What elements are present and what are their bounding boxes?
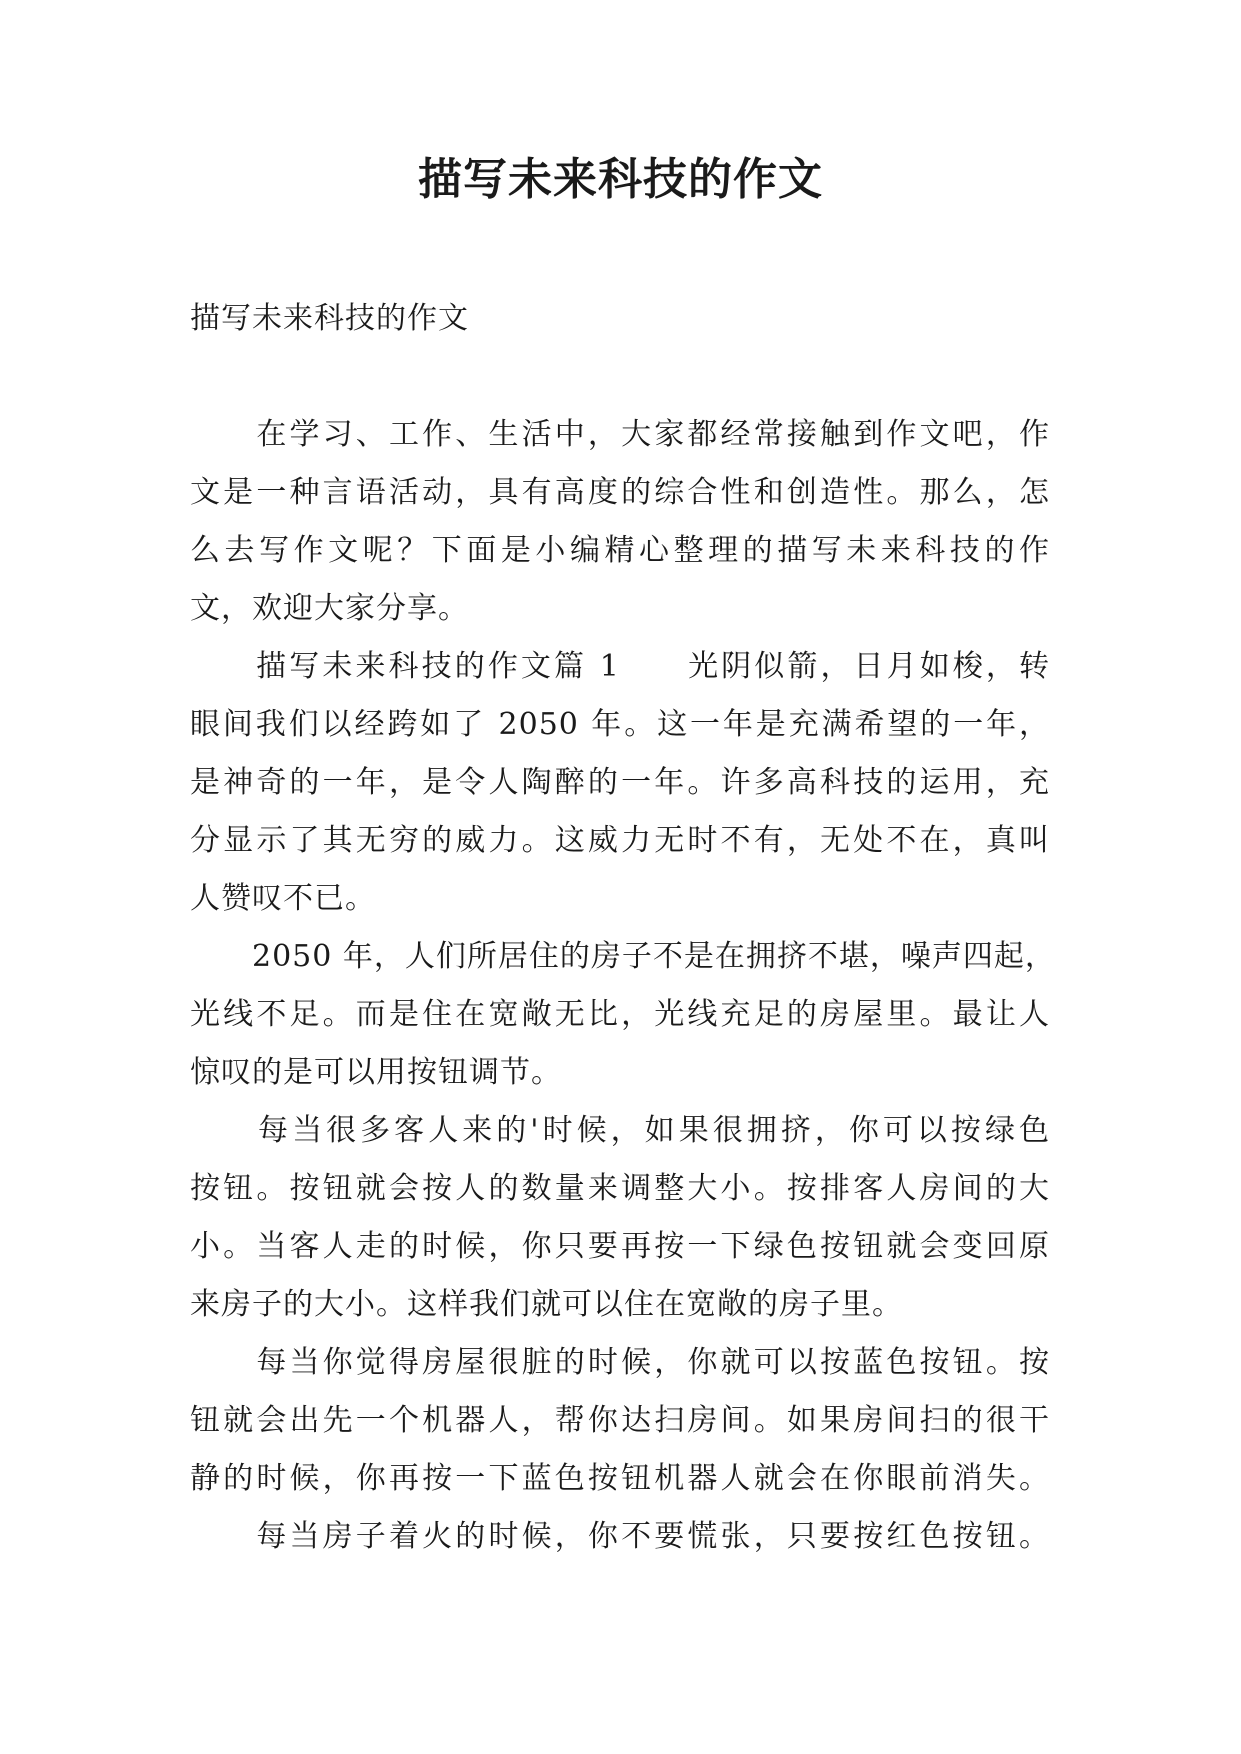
text-line: 惊叹的是可以用按钮调节。: [190, 1055, 562, 1090]
text-line: 静的时候，你再按一下蓝色按钮机器人就会在你眼前消失。: [190, 1461, 1050, 1496]
paragraph-houses: [190, 928, 1056, 1102]
text-line: 来房子的大小。这样我们就可以住在宽敞的房子里。: [190, 1287, 903, 1322]
text-line: 每当很多客人来的'时候，如果很拥挤，你可以按绿色: [190, 1113, 1050, 1148]
text-line: 每当你觉得房屋很脏的时候，你就可以按蓝色按钮。按: [190, 1345, 1050, 1380]
text-line: 光线不足。而是住在宽敞无比，光线充足的房屋里。最让人: [190, 997, 1050, 1032]
text-line: 眼间我们以经跨如了 2050 年。这一年是充满希望的一年，: [190, 707, 1050, 742]
paragraph-blue-button: [190, 1334, 1050, 1508]
text-line: 按钮。按钮就会按人的数量来调整大小。按排客人房间的大: [190, 1171, 1050, 1206]
text-line: 钮就会出先一个机器人，帮你达扫房间。如果房间扫的很干: [190, 1403, 1050, 1438]
paragraph-red-button: [190, 1508, 1050, 1566]
document-title: 描写未来科技的作文: [418, 154, 823, 205]
text-line: 文是一种言语活动，具有高度的综合性和创造性。那么，怎: [190, 475, 1050, 510]
text-line: 是神奇的一年，是令人陶醉的一年。许多高科技的运用，充: [190, 765, 1050, 800]
paragraph-green-button: [190, 1102, 1050, 1334]
text-line: 分显示了其无穷的威力。这威力无时不有，无处不在，真叫: [190, 823, 1050, 858]
text-line: 在学习、工作、生活中，大家都经常接触到作文吧，作: [190, 417, 1050, 452]
text-line: 描写未来科技的作文篇 1 光阴似箭，日月如梭，转: [190, 649, 1050, 684]
document-subtitle: 描写未来科技的作文: [190, 301, 469, 336]
text-line: 人赞叹不已。: [190, 881, 376, 916]
text-line: 小。当客人走的时候，你只要再按一下绿色按钮就会变回原: [190, 1229, 1050, 1264]
text-line: 2050 年，人们所居住的房子不是在拥挤不堪，噪声四起，: [190, 939, 1056, 974]
text-line: 么去写作文呢？下面是小编精心整理的描写未来科技的作: [190, 533, 1050, 568]
text-line: 文，欢迎大家分享。: [190, 591, 469, 626]
text-line: 每当房子着火的时候，你不要慌张，只要按红色按钮。: [190, 1519, 1050, 1554]
paragraph-essay-1-opening: [190, 638, 1050, 928]
document-body: [190, 290, 1056, 1566]
paragraph-intro: [190, 406, 1050, 638]
